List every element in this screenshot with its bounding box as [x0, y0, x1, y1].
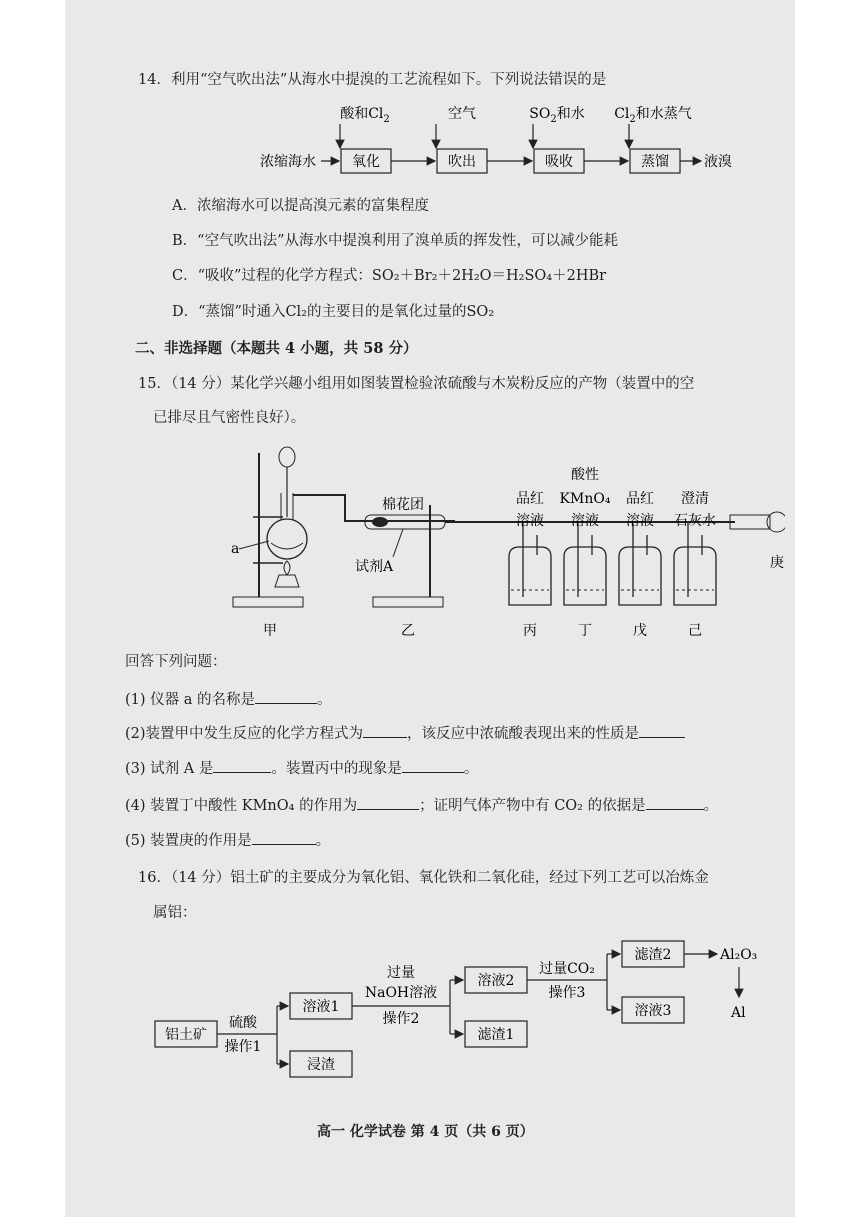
svg-text:蒸馏: 蒸馏	[641, 154, 669, 170]
answer-intro: 回答下列问题：	[125, 654, 227, 670]
svg-text:滤渣1: 滤渣1	[477, 1027, 515, 1043]
flow-end: 液溴	[704, 154, 732, 170]
bottle-wu	[619, 547, 661, 605]
svg-text:己: 己	[688, 623, 702, 639]
bottle-ji	[674, 547, 716, 605]
svg-text:NaOH溶液: NaOH溶液	[364, 985, 438, 1001]
q14-option-d: D．“蒸馏”时通入Cl₂的主要目的是氧化过量的SO₂	[172, 304, 495, 320]
q14-flow-diagram	[255, 98, 755, 183]
svg-text:过量: 过量	[387, 965, 415, 981]
svg-text:棉花团: 棉花团	[382, 497, 424, 513]
svg-text:Al: Al	[731, 1005, 746, 1021]
exam-page	[65, 0, 795, 1217]
stand-base-yi	[373, 597, 443, 607]
svg-text:Al₂O₃: Al₂O₃	[720, 947, 758, 963]
svg-text:吹出: 吹出	[448, 154, 476, 170]
svg-text:品红: 品红	[516, 491, 544, 507]
svg-text:氧化: 氧化	[352, 154, 380, 170]
bottle-ding	[564, 547, 606, 605]
svg-text:过量CO₂: 过量CO₂	[539, 961, 595, 977]
tube-geng	[730, 515, 770, 529]
svg-text:操作3: 操作3	[548, 985, 586, 1001]
q14-option-a: A．浓缩海水可以提高溴元素的富集程度	[172, 198, 429, 214]
reagent-4: $Cl_2$和水蒸气	[614, 106, 692, 125]
q14-stem: 14．利用“空气吹出法”从海水中提溴的工艺流程如下。下列说法错误的是	[138, 72, 607, 88]
svg-text:庚: 庚	[770, 555, 784, 571]
svg-text:丙: 丙	[523, 623, 537, 639]
q15-stem-line2: 已排尽且气密性良好）。	[153, 410, 306, 426]
q16-stem-line2: 属铝：	[153, 905, 197, 921]
svg-text:吸收: 吸收	[545, 154, 573, 170]
svg-text:乙: 乙	[401, 623, 415, 639]
page-footer: 高一 化学试卷 第 4 页（共 6 页）	[317, 1124, 534, 1140]
svg-text:KMnO₄: KMnO₄	[559, 491, 611, 507]
svg-text:石灰水: 石灰水	[674, 513, 716, 529]
svg-text:澄清: 澄清	[681, 491, 709, 507]
q14-option-c: C．“吸收”过程的化学方程式：SO₂＋Br₂＋2H₂O＝H₂SO₄＋2HBr	[172, 268, 607, 284]
svg-text:品红: 品红	[626, 491, 654, 507]
svg-text:滤渣2: 滤渣2	[634, 947, 672, 963]
q15-apparatus-diagram	[225, 445, 785, 645]
svg-text:溶液1: 溶液1	[302, 999, 340, 1015]
section-heading: 二、非选择题（本题共 4 小题，共 58 分）	[135, 340, 418, 357]
q15-sub4: (4) 装置丁中酸性 KMnO₄ 的作用为 ；证明气体产物中有 CO₂ 的依据是 。	[125, 795, 718, 815]
svg-text:溶液3: 溶液3	[634, 1003, 672, 1019]
svg-text:a: a	[231, 541, 240, 557]
svg-text:丁: 丁	[578, 623, 592, 639]
svg-text:浸渣: 浸渣	[307, 1057, 335, 1073]
reagent-3: $SO_2$和水	[529, 106, 585, 125]
q15-stem-line1: 15．（14 分）某化学兴趣小组用如图装置检验浓硫酸与木炭粉反应的产物（装置中的空	[138, 376, 695, 392]
stand-base-jia	[233, 597, 303, 607]
q15-sub1: (1) 仪器 a 的名称是 。	[125, 689, 332, 709]
svg-text:甲: 甲	[263, 623, 277, 639]
q15-sub5: (5) 装置庚的作用是 。	[125, 830, 330, 850]
q16-flow-diagram	[145, 935, 785, 1085]
svg-text:硫酸: 硫酸	[229, 1015, 257, 1031]
reagent-2: 空气	[448, 106, 476, 122]
svg-text:溶液: 溶液	[626, 513, 654, 529]
svg-text:溶液: 溶液	[571, 513, 599, 529]
flow-start: 浓缩海水	[260, 154, 316, 170]
q14-option-b: B．“空气吹出法”从海水中提溴利用了溴单质的挥发性，可以减少能耗	[172, 233, 618, 249]
q15-sub3: (3) 试剂 A 是 。装置丙中的现象是 。	[125, 758, 478, 778]
svg-text:溶液2: 溶液2	[477, 973, 515, 989]
svg-text:铝土矿: 铝土矿	[165, 1027, 207, 1043]
flask-a	[267, 519, 307, 559]
q16-stem-line1: 16．（14 分）铝土矿的主要成分为氧化铝、氧化铁和二氧化硅，经过下列工艺可以冶炼金	[138, 870, 709, 886]
svg-text:操作1: 操作1	[224, 1039, 262, 1055]
svg-text:戊: 戊	[633, 623, 647, 639]
reagent-1: 酸和$Cl_2$	[340, 106, 390, 125]
q15-sub2: (2)装置甲中发生反应的化学方程式为 ，该反应中浓硫酸表现出来的性质是	[125, 723, 685, 743]
svg-text:酸性: 酸性	[571, 467, 599, 483]
svg-text:溶液: 溶液	[516, 513, 544, 529]
bottle-bing	[509, 547, 551, 605]
svg-text:操作2: 操作2	[382, 1011, 420, 1027]
svg-text:试剂A: 试剂A	[355, 559, 394, 575]
